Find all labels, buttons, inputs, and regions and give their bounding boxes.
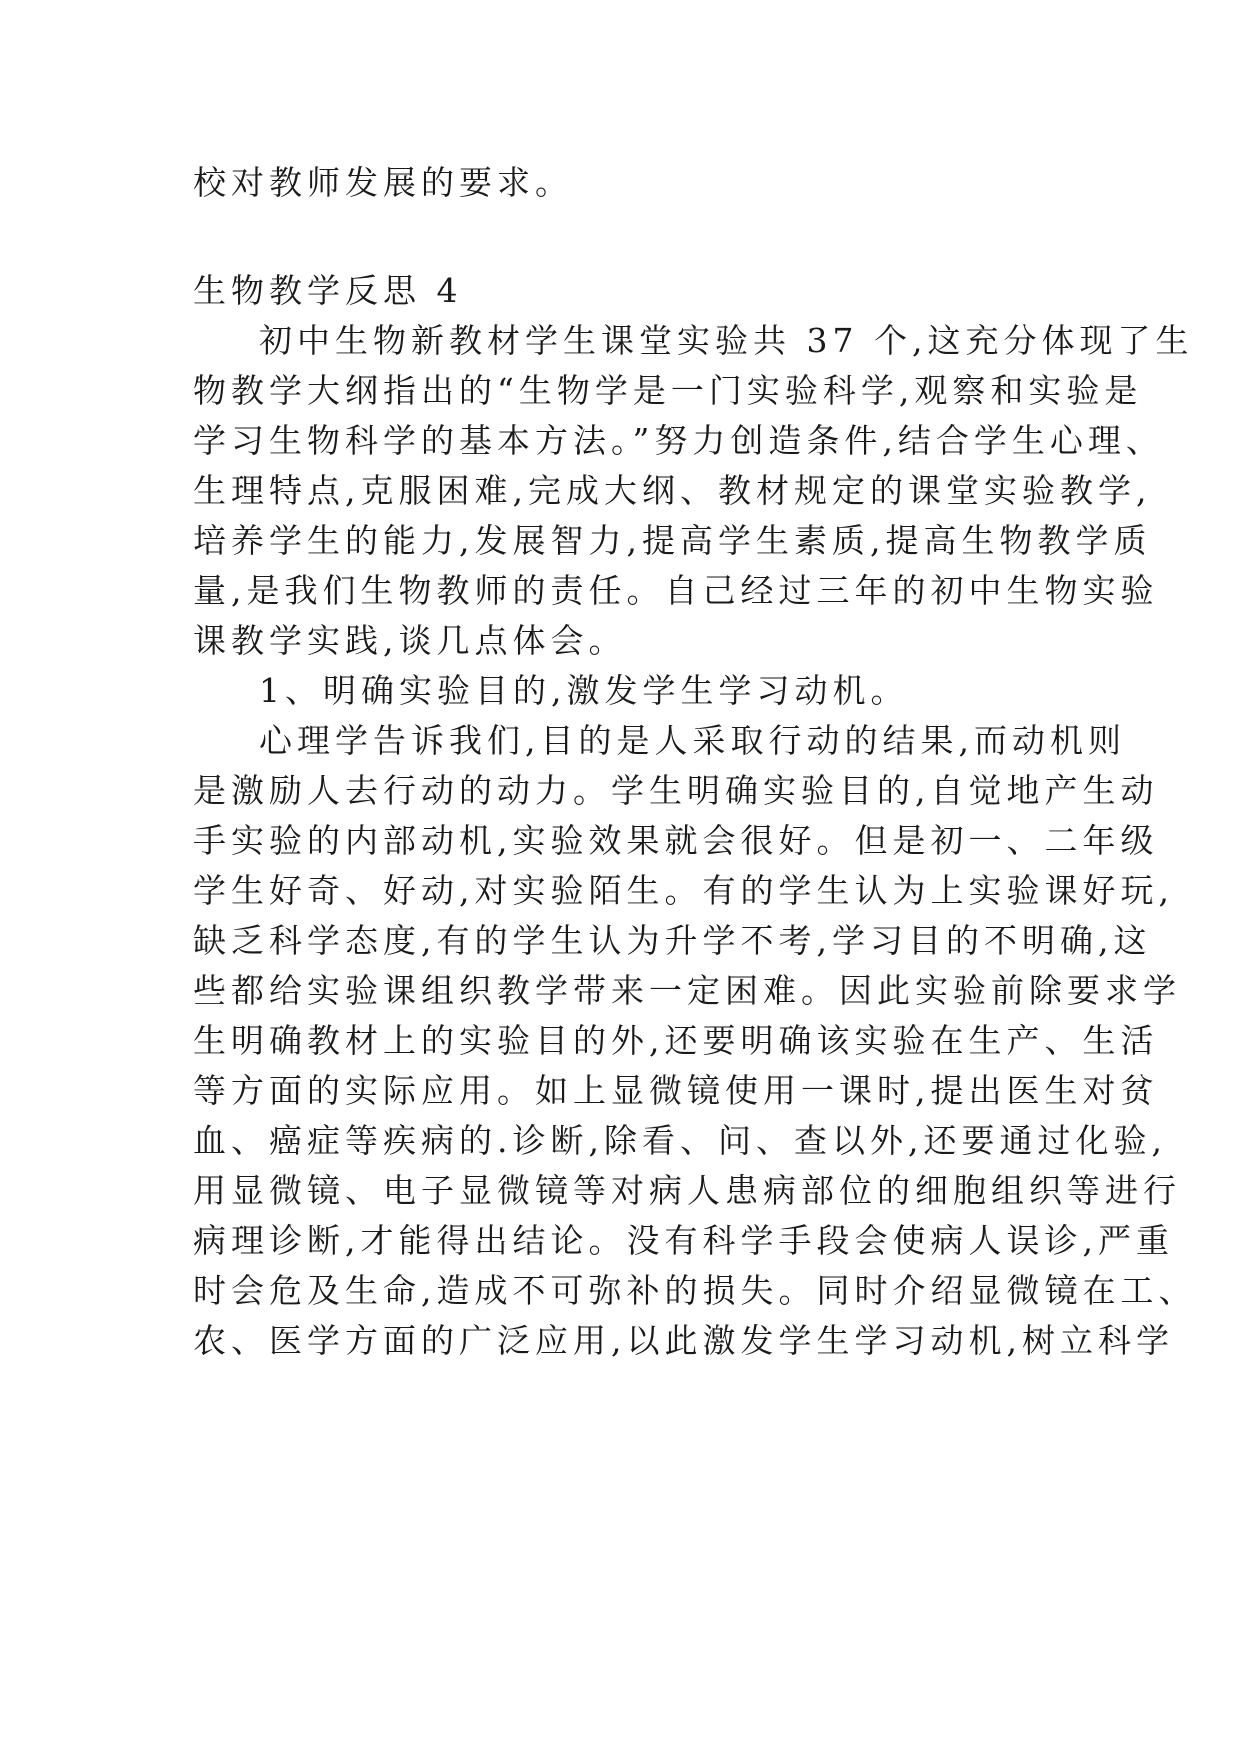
paragraph-line: 培养学生的能力,发展智力,提高学生素质,提高生物教学质 [193, 521, 1152, 560]
continuation-line: 校对教师发展的要求。 [193, 163, 573, 202]
paragraph-line: 心理学告诉我们,目的是人采取行动的结果,而动机则 [259, 721, 1126, 760]
paragraph-intro [193, 316, 1194, 666]
paragraph-line: 等方面的实际应用。如上显微镜使用一课时,提出医生对贫 [193, 1071, 1159, 1110]
paragraph-line: 初中生物新教材学生课堂实验共 37 个,这充分体现了生 [259, 321, 1194, 360]
paragraph-line: 病理诊断,才能得出结论。没有科学手段会使病人误诊,严重 [193, 1221, 1174, 1260]
document-body [193, 158, 1197, 1366]
paragraph-line: 时会危及生命,造成不可弥补的损失。同时介绍显微镜在工、 [193, 1271, 1197, 1310]
section-title: 生物教学反思 4 [193, 271, 463, 310]
paragraph-line: 课教学实践,谈几点体会。 [193, 621, 627, 660]
paragraph-line: 农、医学方面的广泛应用,以此激发学生学习动机,树立科学 [193, 1321, 1174, 1360]
paragraph-line: 缺乏科学态度,有的学生认为升学不考,学习目的不明确,这 [193, 921, 1152, 960]
paragraph-line: 学习生物科学的基本方法。”努力创造条件,结合学生心理、 [193, 421, 1164, 460]
paragraph-line: 些都给实验课组织教学带来一定困难。因此实验前除要求学 [193, 971, 1181, 1010]
paragraph-body [193, 716, 1197, 1366]
paragraph-line: 物教学大纲指出的“生物学是一门实验科学,观察和实验是 [193, 371, 1143, 410]
paragraph-line: 血、癌症等疾病的.诊断,除看、问、查以外,还要通过化验, [193, 1121, 1167, 1160]
paragraph-line: 用显微镜、电子显微镜等对病人患病部位的细胞组织等进行 [193, 1171, 1181, 1210]
paragraph-line: 量,是我们生物教师的责任。自己经过三年的初中生物实验 [193, 571, 1159, 610]
paragraph-line: 生明确教材上的实验目的外,还要明确该实验在生产、生活 [193, 1021, 1159, 1060]
point-heading: 1、明确实验目的,激发学生学习动机。 [259, 671, 909, 710]
paragraph-line: 学生好奇、好动,对实验陌生。有的学生认为上实验课好玩, [193, 871, 1174, 910]
paragraph-line: 生理特点,克服困难,完成大纲、教材规定的课堂实验教学, [193, 471, 1152, 510]
paragraph-line: 是激励人去行动的动力。学生明确实验目的,自觉地产生动 [193, 771, 1159, 810]
paragraph-line: 手实验的内部动机,实验效果就会很好。但是初一、二年级 [193, 821, 1159, 860]
